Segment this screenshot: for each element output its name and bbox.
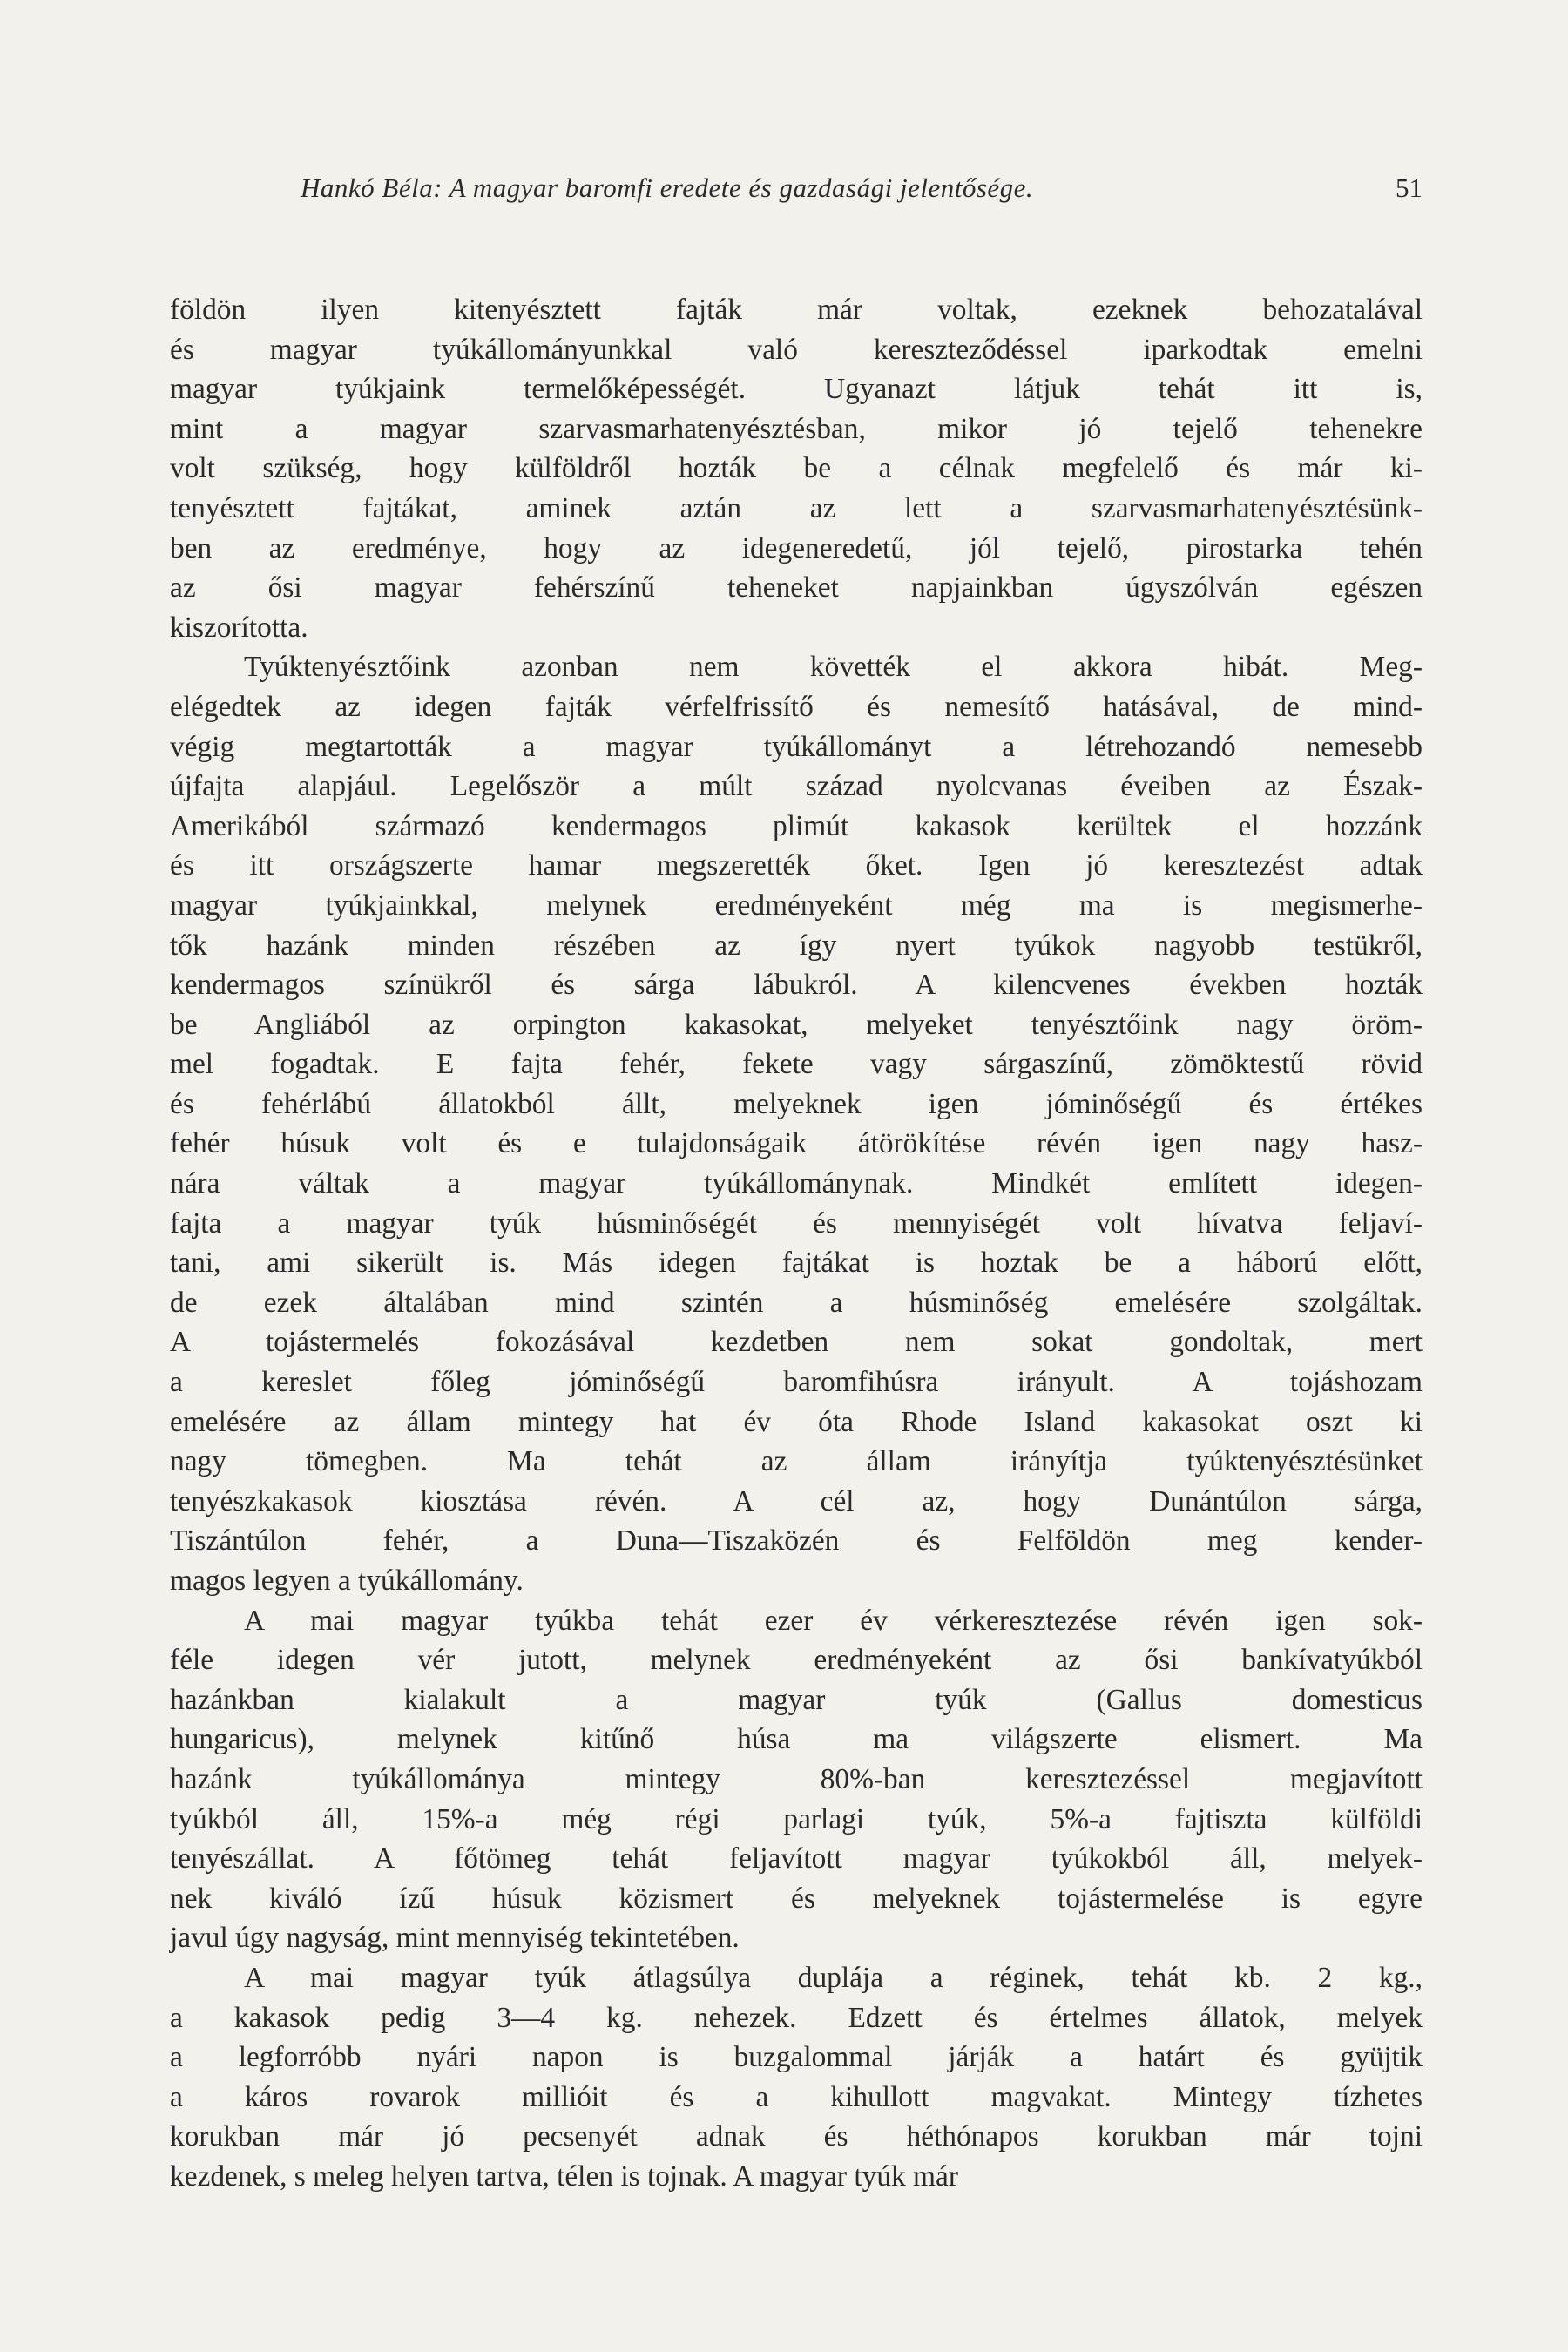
paragraph (170, 1958, 1423, 2197)
text-line: A mai magyar tyúk átlagsúlya duplája a réginek, tehát kb. 2 kg., (244, 1961, 1423, 1994)
text-line: a kereslet főleg jóminőségű baromfihúsra irányult. A tojáshozam (170, 1366, 1423, 1399)
text-line: féle idegen vér jutott, melynek eredményeként az ősi bankívatyúkból (170, 1644, 1423, 1677)
text-line: földön ilyen kitenyésztett fajták már voltak, ezeknek behozatalával (170, 294, 1423, 326)
text-line: nek kiváló ízű húsuk közismert és melyeknek tojástermelése is egyre (170, 1882, 1423, 1915)
text-line: újfajta alapjául. Legelőször a múlt század nyolcvanas éveiben az Észak- (170, 770, 1423, 803)
text-line: hazánkban kialakult a magyar tyúk (Gallus domesticus (170, 1683, 1423, 1716)
text-line: tők hazánk minden részében az így nyert tyúkok nagyobb testükről, (170, 929, 1423, 962)
text-line: fehér húsuk volt és e tulajdonságaik átörökítése révén igen nagy hasz- (170, 1127, 1423, 1160)
text-line: tani, ami sikerült is. Más idegen fajtákat is hoztak be a háború előtt, (170, 1247, 1423, 1280)
text-line: tenyészkakasok kiosztása révén. A cél az, hogy Dunántúlon sárga, (170, 1484, 1423, 1517)
text-line: nagy tömegben. Ma tehát az állam irányítja tyúktenyésztésünket (170, 1445, 1423, 1478)
text-line: és magyar tyúkállományunkkal való kereszteződéssel iparkodtak emelni (170, 333, 1423, 366)
text-line: javul úgy nagyság, mint mennyiség tekintetében. (170, 1922, 740, 1955)
text-line: nára váltak a magyar tyúkállománynak. Mindkét említett idegen- (170, 1167, 1423, 1200)
text-line: magos legyen a tyúkállomány. (170, 1565, 524, 1597)
text-line: az ősi magyar fehérszínű teheneket napjainkban úgyszólván egészen (170, 571, 1423, 605)
text-line: magyar tyúkjaink termelőképességét. Ugyanazt látjuk tehát itt is, (170, 373, 1423, 406)
text-line: a káros rovarok millióit és a kihullott magvakat. Mintegy tízhetes (170, 2080, 1423, 2113)
page-number: 51 (1396, 172, 1423, 203)
text-line: kiszorította. (170, 611, 308, 644)
text-line: Tyúktenyésztőink azonban nem követték el akkora hibát. Meg- (244, 651, 1423, 684)
text-line: tenyészállat. A főtömeg tehát feljavított magyar tyúkokból áll, melyek- (170, 1842, 1423, 1876)
running-title: Hankó Béla: A magyar baromfi eredete és gazdasági jelentősége. (301, 172, 1034, 203)
text-line: kezdenek, s meleg helyen tartva, télen is tojnak. A magyar tyúk már (170, 2159, 958, 2193)
text-line: tyúkból áll, 15%-a még régi parlagi tyúk, 5%-a fajtiszta külföldi (170, 1802, 1423, 1835)
body-text (170, 290, 1423, 2197)
text-line: mel fogadtak. E fajta fehér, fekete vagy sárgaszínű, zömöktestű rövid (170, 1048, 1423, 1081)
text-line: A tojástermelés fokozásával kezdetben nem sokat gondoltak, mert (170, 1326, 1423, 1359)
text-line: hungaricus), melynek kitűnő húsa ma világszerte elismert. Ma (170, 1723, 1423, 1756)
text-line: Amerikából származó kendermagos plimút kakasok kerültek el hozzánk (170, 809, 1423, 842)
text-line: és itt országszerte hamar megszerették őket. Igen jó keresztezést adtak (170, 849, 1423, 882)
text-line: Tiszántúlon fehér, a Duna—Tiszaközén és Felföldön meg kender- (170, 1524, 1423, 1558)
text-line: tenyésztett fajtákat, aminek aztán az lett a szarvasmarhatenyésztésünk- (170, 491, 1423, 524)
text-line: korukban már jó pecsenyét adnak és héthónapos korukban már tojni (170, 2120, 1423, 2153)
text-line: ben az eredménye, hogy az idegeneredetű, jól tejelő, pirostarka tehén (170, 531, 1423, 564)
text-line: emelésére az állam mintegy hat év óta Rhode Island kakasokat oszt ki (170, 1405, 1423, 1438)
text-line: hazánk tyúkállománya mintegy 80%-ban keresztezéssel megjavított (170, 1762, 1423, 1795)
text-line: elégedtek az idegen fajták vérfelfrissítő és nemesítő hatásával, de mind- (170, 690, 1423, 723)
text-line: a legforróbb nyári napon is buzgalommal járják a határt és gyüjtik (170, 2041, 1423, 2074)
text-line: de ezek általában mind szintén a húsminőség emelésére szolgáltak. (170, 1286, 1423, 1319)
text-line: mint a magyar szarvasmarhatenyésztésban, mikor jó tejelő tehenekre (170, 412, 1423, 445)
text-line: A mai magyar tyúkba tehát ezer év vérkeresztezése révén igen sok- (244, 1604, 1423, 1637)
paragraph (170, 647, 1423, 1600)
text-line: kendermagos színükről és sárga lábukról. A kilencvenes években hozták (170, 969, 1423, 1002)
text-line: magyar tyúkjainkkal, melynek eredményeként még ma is megismerhe- (170, 889, 1423, 922)
text-line: fajta a magyar tyúk húsminőségét és mennyiségét volt hívatva feljaví- (170, 1206, 1423, 1240)
paragraph (170, 1601, 1423, 1958)
text-line: volt szükség, hogy külföldről hozták be a célnak megfelelő és már ki- (170, 452, 1423, 485)
text-line: végig megtartották a magyar tyúkállományt a létrehozandó nemesebb (170, 730, 1423, 763)
paragraph (170, 290, 1423, 647)
text-line: és fehérlábú állatokból állt, melyeknek igen jóminőségű és értékes (170, 1087, 1423, 1120)
text-line: a kakasok pedig 3—4 kg. nehezek. Edzett és értelmes állatok, melyek (170, 2001, 1423, 2034)
text-line: be Angliából az orpington kakasokat, melyeket tenyésztőink nagy öröm- (170, 1008, 1423, 1041)
